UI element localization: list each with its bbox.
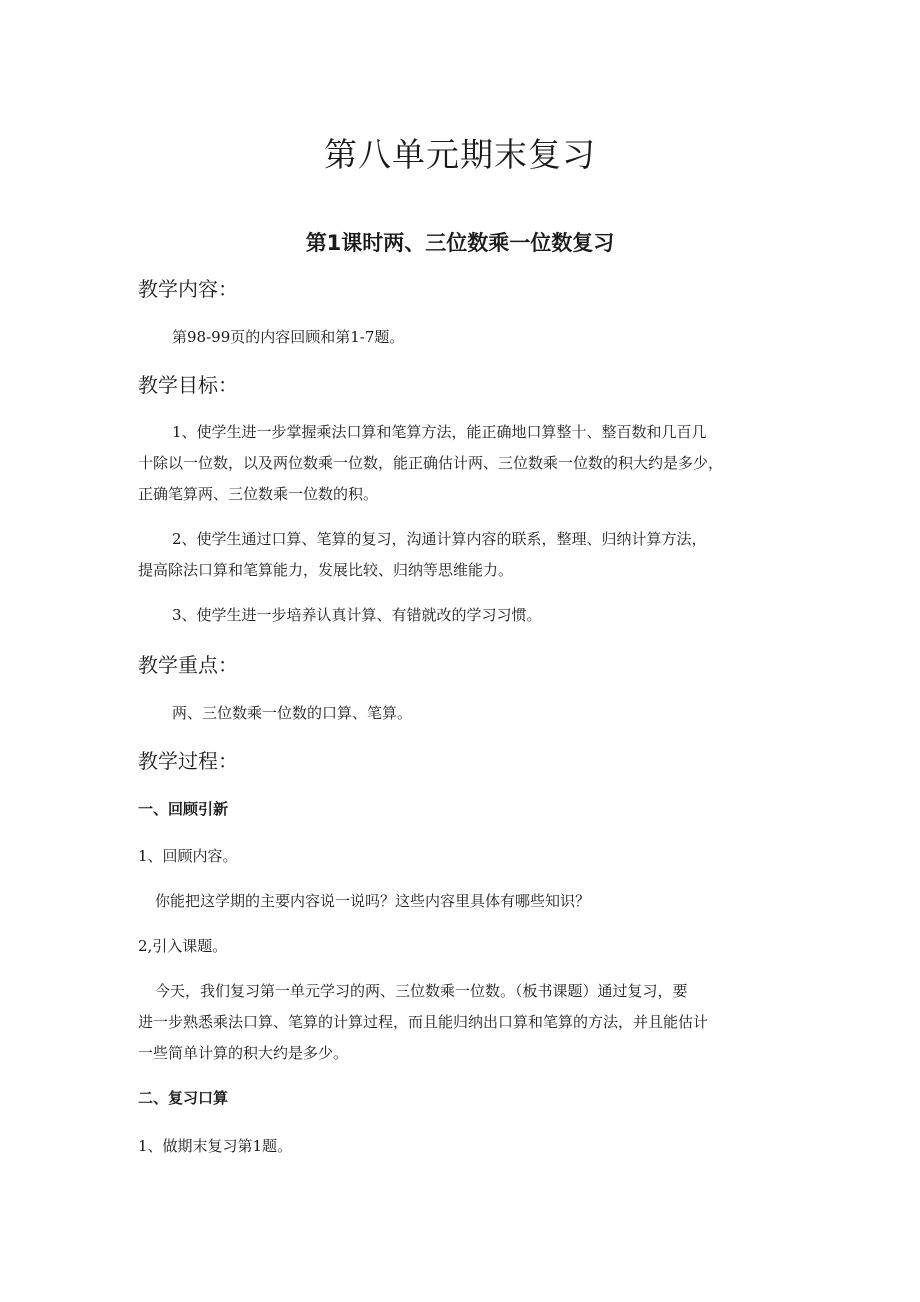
- part-1-step-2-line-2: 进一步熟悉乘法口算、笔算的计算过程，而且能归纳出口算和笔算的方法，并且能估计: [138, 1013, 709, 1031]
- part-1-step-2-label: 2,引入课题。: [138, 937, 228, 955]
- key-points-text: 两、三位数乘一位数的口算、笔算。: [172, 704, 413, 722]
- content-heading: 教学内容：: [138, 277, 238, 301]
- objectives-heading: 教学目标：: [138, 373, 238, 397]
- objective-1-line-3: 正确笔算两、三位数乘一位数的积。: [138, 485, 379, 503]
- lesson-subtitle: 第1课时两、三位数乘一位数复习: [305, 231, 615, 255]
- objective-1-line-2: 十除以一位数，以及两位数乘一位数，能正确估计两、三位数乘一位数的积大约是多少，: [138, 454, 724, 472]
- part-1-step-1-label: 1、回顾内容。: [138, 847, 238, 865]
- content-text: 第98-99页的内容回顾和第1-7题。: [172, 328, 405, 346]
- objective-3: 3、使学生进一步培养认真计算、有错就改的学习习惯。: [172, 606, 542, 624]
- part-1-step-2-line-1: 今天，我们复习第一单元学习的两、三位数乘一位数。（板书课题）通过复习，要: [155, 982, 688, 1000]
- page-title: 第八单元期末复习: [324, 135, 596, 174]
- part-2-step-1-label: 1、做期末复习第1题。: [138, 1137, 293, 1155]
- part-1-heading: 一、回顾引新: [138, 800, 229, 818]
- part-1-step-2-line-3: 一些简单计算的积大约是多少。: [138, 1044, 349, 1062]
- objective-2-line-2: 提高除法口算和笔算能力，发展比较、归纳等思维能力。: [138, 561, 514, 579]
- part-1-step-1-text: 你能把这学期的主要内容说一说吗？这些内容里具体有哪些知识？: [155, 892, 591, 910]
- objective-1-line-1: 1、使学生进一步掌握乘法口算和笔算方法，能正确地口算整十、整百数和几百几: [172, 423, 707, 441]
- process-heading: 教学过程：: [138, 749, 238, 773]
- part-2-heading: 二、复习口算: [138, 1089, 229, 1107]
- objective-2-line-1: 2、使学生通过口算、笔算的复习，沟通计算内容的联系，整理、归纳计算方法，: [172, 530, 707, 548]
- key-points-heading: 教学重点：: [138, 653, 238, 677]
